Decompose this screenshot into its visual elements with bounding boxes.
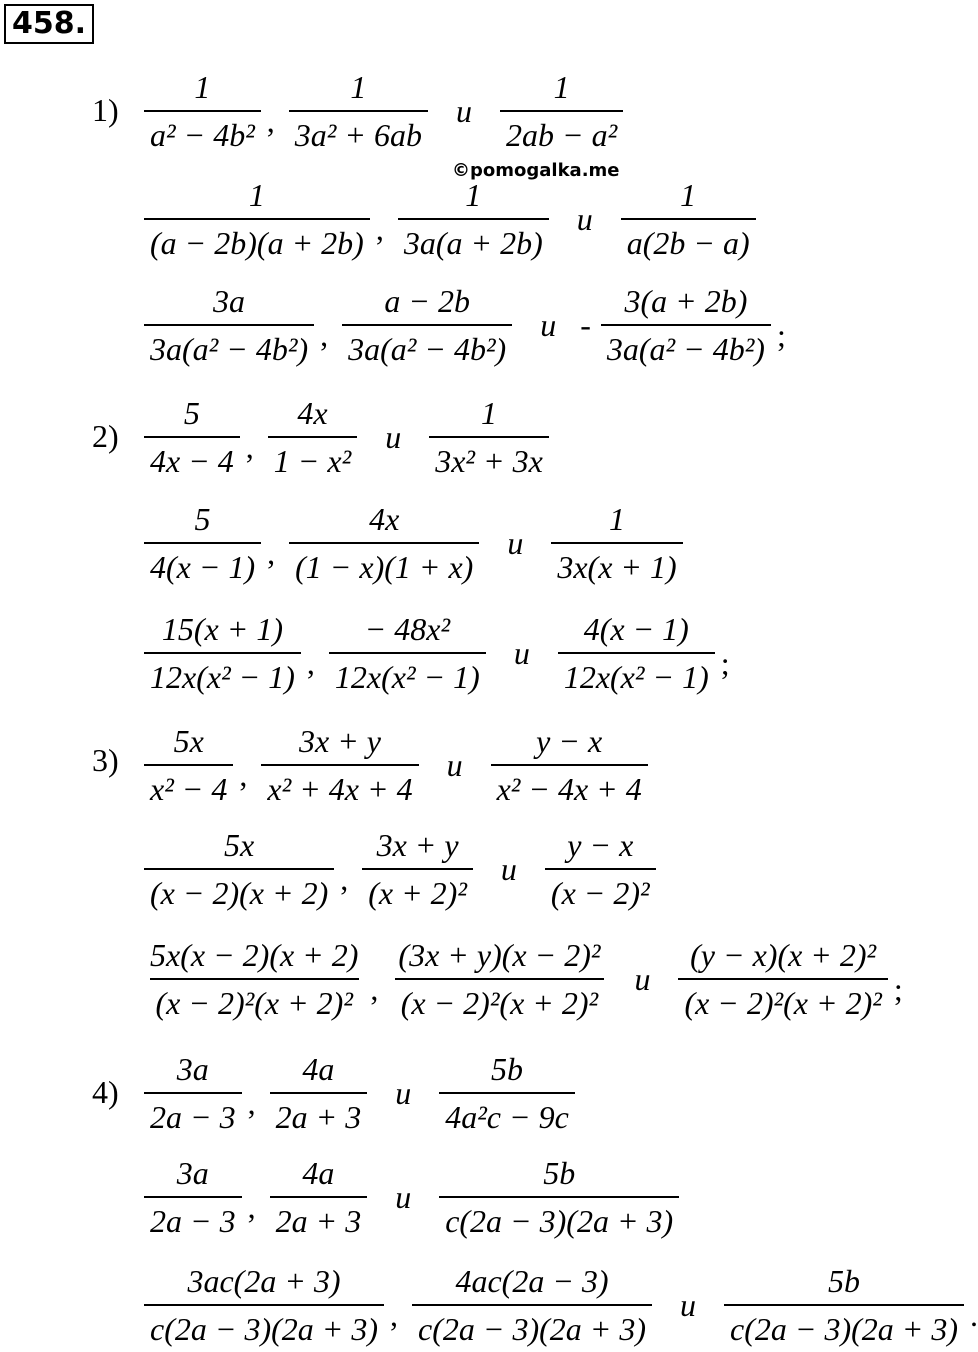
denominator: 3a² + 6ab bbox=[289, 110, 428, 154]
denominator: 12x(x² − 1) bbox=[144, 652, 301, 696]
fraction bbox=[362, 826, 473, 912]
denominator: 2a + 3 bbox=[270, 1092, 368, 1136]
fraction bbox=[601, 282, 771, 368]
fraction bbox=[144, 394, 240, 480]
numerator: (y − x)(x + 2)² bbox=[690, 937, 877, 973]
fraction bbox=[678, 936, 887, 1022]
expression-line bbox=[140, 282, 786, 368]
expression-line bbox=[140, 1154, 683, 1240]
numerator: 1 bbox=[480, 395, 497, 431]
denominator: 3x(x + 1) bbox=[551, 542, 682, 586]
expression-line bbox=[140, 1262, 978, 1348]
fraction bbox=[545, 826, 656, 912]
numerator: 1 bbox=[350, 69, 367, 105]
expression-line bbox=[140, 394, 553, 480]
numerator: y − x bbox=[567, 827, 634, 863]
denominator: 3a(a + 2b) bbox=[398, 218, 549, 262]
problem-number: 458. bbox=[4, 4, 94, 44]
conjunction: и bbox=[446, 746, 463, 783]
end-punctuation: . bbox=[970, 1297, 978, 1333]
end-punctuation: ; bbox=[720, 645, 730, 681]
numerator: 4a bbox=[302, 1051, 335, 1087]
fraction bbox=[270, 1154, 368, 1240]
comma: , bbox=[239, 757, 248, 793]
numerator: 5x bbox=[173, 723, 204, 759]
numerator: y − x bbox=[536, 723, 603, 759]
conjunction: и bbox=[500, 850, 517, 887]
denominator: x² − 4x + 4 bbox=[491, 764, 648, 808]
numerator: 1 bbox=[680, 177, 697, 213]
numerator: 3x + y bbox=[376, 827, 459, 863]
numerator: 4ac(2a − 3) bbox=[455, 1263, 609, 1299]
section-label: 2) bbox=[92, 418, 119, 454]
conjunction: и bbox=[680, 1286, 697, 1323]
fraction bbox=[144, 826, 334, 912]
comma: , bbox=[320, 317, 329, 353]
fraction bbox=[439, 1050, 575, 1136]
comma: , bbox=[390, 1297, 399, 1333]
expression-line bbox=[140, 176, 760, 262]
numerator: 3ac(2a + 3) bbox=[187, 1263, 341, 1299]
fraction bbox=[144, 722, 233, 808]
expression-line bbox=[140, 722, 652, 808]
end-punctuation: ; bbox=[776, 317, 786, 353]
numerator: 15(x + 1) bbox=[161, 611, 283, 647]
section-label: 4) bbox=[92, 1074, 119, 1110]
numerator: 1 bbox=[553, 69, 570, 105]
denominator: 3a(a² − 4b²) bbox=[342, 324, 512, 368]
numerator: 5 bbox=[183, 395, 200, 431]
denominator: x² − 4 bbox=[144, 764, 233, 808]
conjunction: и bbox=[395, 1178, 412, 1215]
numerator: 3a bbox=[213, 283, 246, 319]
denominator: (x − 2)²(x + 2)² bbox=[678, 978, 887, 1022]
numerator: 4(x − 1) bbox=[583, 611, 689, 647]
numerator: 3(a + 2b) bbox=[624, 283, 748, 319]
denominator: 2a + 3 bbox=[270, 1196, 368, 1240]
denominator: (a − 2b)(a + 2b) bbox=[144, 218, 370, 262]
denominator: 3a(a² − 4b²) bbox=[144, 324, 314, 368]
denominator: 2a − 3 bbox=[144, 1092, 242, 1136]
denominator: a(2b − a) bbox=[621, 218, 756, 262]
numerator: 3a bbox=[176, 1051, 209, 1087]
section-label: 1) bbox=[92, 92, 119, 128]
denominator: c(2a − 3)(2a + 3) bbox=[144, 1304, 384, 1348]
fraction bbox=[329, 610, 486, 696]
watermark: ©pomogalka.me bbox=[452, 160, 620, 181]
denominator: 4a²c − 9c bbox=[439, 1092, 575, 1136]
comma: , bbox=[370, 971, 379, 1007]
comma: , bbox=[267, 535, 276, 571]
fraction bbox=[551, 500, 682, 586]
denominator: 4x − 4 bbox=[144, 436, 240, 480]
numerator: 5b bbox=[543, 1155, 576, 1191]
fraction bbox=[500, 68, 623, 154]
numerator: 5x(x − 2)(x + 2) bbox=[150, 937, 359, 973]
numerator: (3x + y)(x − 2)² bbox=[398, 937, 601, 973]
fraction bbox=[144, 282, 314, 368]
denominator: 2a − 3 bbox=[144, 1196, 242, 1240]
denominator: x² + 4x + 4 bbox=[261, 764, 418, 808]
fraction bbox=[429, 394, 549, 480]
numerator: 1 bbox=[248, 177, 265, 213]
fraction bbox=[268, 394, 357, 480]
expression-line bbox=[140, 826, 660, 912]
fraction bbox=[342, 282, 512, 368]
denominator: 4(x − 1) bbox=[144, 542, 261, 586]
numerator: 4x bbox=[297, 395, 328, 431]
end-punctuation: ; bbox=[893, 971, 903, 1007]
sign: - bbox=[580, 306, 591, 343]
denominator: c(2a − 3)(2a + 3) bbox=[439, 1196, 679, 1240]
numerator: 5b bbox=[828, 1263, 861, 1299]
conjunction: и bbox=[634, 960, 651, 997]
numerator: 1 bbox=[194, 69, 211, 105]
expression-line bbox=[140, 1050, 579, 1136]
comma: , bbox=[306, 645, 315, 681]
fraction bbox=[439, 1154, 679, 1240]
numerator: 1 bbox=[465, 177, 482, 213]
fraction bbox=[412, 1262, 652, 1348]
denominator: (x + 2)² bbox=[362, 868, 473, 912]
numerator: − 48x² bbox=[364, 611, 451, 647]
numerator: 3a bbox=[176, 1155, 209, 1191]
denominator: 12x(x² − 1) bbox=[329, 652, 486, 696]
fraction bbox=[144, 176, 370, 262]
expression-line bbox=[140, 936, 903, 1022]
fraction bbox=[144, 1262, 384, 1348]
denominator: (x − 2)²(x + 2)² bbox=[395, 978, 604, 1022]
fraction bbox=[289, 68, 428, 154]
fraction bbox=[261, 722, 418, 808]
comma: , bbox=[247, 1085, 256, 1121]
conjunction: и bbox=[385, 418, 402, 455]
numerator: 1 bbox=[608, 501, 625, 537]
denominator: (x − 2)² bbox=[545, 868, 656, 912]
denominator: 3a(a² − 4b²) bbox=[601, 324, 771, 368]
fraction bbox=[144, 1050, 242, 1136]
fraction bbox=[289, 500, 479, 586]
section-label: 3) bbox=[92, 742, 119, 778]
numerator: 5 bbox=[194, 501, 211, 537]
comma: , bbox=[340, 861, 349, 897]
comma: , bbox=[375, 211, 384, 247]
fraction bbox=[144, 68, 261, 154]
fraction bbox=[724, 1262, 964, 1348]
denominator: 1 − x² bbox=[268, 436, 357, 480]
fraction bbox=[144, 500, 261, 586]
denominator: c(2a − 3)(2a + 3) bbox=[412, 1304, 652, 1348]
denominator: (x − 2)(x + 2) bbox=[144, 868, 334, 912]
denominator: 3x² + 3x bbox=[429, 436, 549, 480]
expression-line bbox=[140, 500, 687, 586]
denominator: (1 − x)(1 + x) bbox=[289, 542, 479, 586]
numerator: a − 2b bbox=[384, 283, 470, 319]
conjunction: и bbox=[455, 92, 472, 129]
numerator: 5x bbox=[224, 827, 255, 863]
fraction bbox=[398, 176, 549, 262]
conjunction: и bbox=[395, 1074, 412, 1111]
comma: , bbox=[245, 429, 254, 465]
expression-line bbox=[140, 68, 627, 154]
conjunction: и bbox=[513, 634, 530, 671]
conjunction: и bbox=[576, 200, 593, 237]
comma: , bbox=[247, 1189, 256, 1225]
fraction bbox=[144, 1154, 242, 1240]
numerator: 4x bbox=[369, 501, 400, 537]
numerator: 5b bbox=[490, 1051, 523, 1087]
fraction bbox=[144, 610, 301, 696]
denominator: 2ab − a² bbox=[500, 110, 623, 154]
expression-line bbox=[140, 610, 730, 696]
comma: , bbox=[266, 103, 275, 139]
numerator: 4a bbox=[302, 1155, 335, 1191]
denominator: a² − 4b² bbox=[144, 110, 261, 154]
denominator: c(2a − 3)(2a + 3) bbox=[724, 1304, 964, 1348]
fraction bbox=[270, 1050, 368, 1136]
fraction bbox=[491, 722, 648, 808]
fraction bbox=[144, 936, 364, 1022]
fraction bbox=[392, 936, 606, 1022]
denominator: 12x(x² − 1) bbox=[558, 652, 715, 696]
denominator: (x − 2)²(x + 2)² bbox=[150, 978, 359, 1022]
conjunction: и bbox=[540, 306, 557, 343]
fraction bbox=[621, 176, 756, 262]
conjunction: и bbox=[507, 524, 524, 561]
fraction bbox=[558, 610, 715, 696]
numerator: 3x + y bbox=[298, 723, 381, 759]
